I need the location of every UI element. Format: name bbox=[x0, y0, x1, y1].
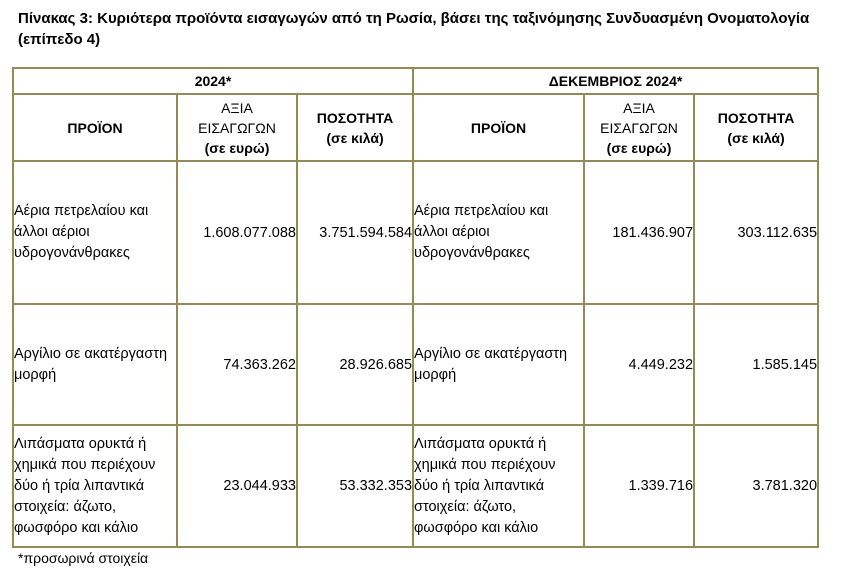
table-row bbox=[13, 304, 818, 425]
table-row bbox=[13, 425, 818, 547]
column-header-product-dec: ΠΡΟΪΟΝ bbox=[413, 94, 584, 161]
value-cell-dec: 4.449.232 bbox=[584, 304, 694, 425]
footnote: *προσωρινά στοιχεία bbox=[18, 550, 149, 566]
value-cell: 74.363.262 bbox=[177, 304, 297, 425]
group-header-december-2024: ΔΕΚΕΜΒΡΙΟΣ 2024* bbox=[413, 68, 818, 94]
quantity-cell: 28.926.685 bbox=[297, 304, 413, 425]
product-cell-dec: Αέρια πετρελαίου και άλλοι αέριοι υδρογονάνθρακες bbox=[413, 161, 584, 304]
quantity-cell-dec: 303.112.635 bbox=[694, 161, 818, 304]
value-cell-dec: 1.339.716 bbox=[584, 425, 694, 547]
quantity-cell-dec: 1.585.145 bbox=[694, 304, 818, 425]
value-cell: 23.044.933 bbox=[177, 425, 297, 547]
group-header-2024: 2024* bbox=[13, 68, 413, 94]
column-header-value-dec: ΑΞΙΑ ΕΙΣΑΓΩΓΩΝ (σε ευρώ) bbox=[584, 94, 694, 161]
value-cell-dec: 181.436.907 bbox=[584, 161, 694, 304]
product-cell: Αργίλιο σε ακατέργαστη μορφή bbox=[13, 304, 177, 425]
quantity-cell-dec: 3.781.320 bbox=[694, 425, 818, 547]
column-header-product: ΠΡΟΪΟΝ bbox=[13, 94, 177, 161]
quantity-cell: 53.332.353 bbox=[297, 425, 413, 547]
product-cell-dec: Αργίλιο σε ακατέργαστη μορφή bbox=[413, 304, 584, 425]
column-header-value: ΑΞΙΑ ΕΙΣΑΓΩΓΩΝ (σε ευρώ) bbox=[177, 94, 297, 161]
table-title: Πίνακας 3: Κυριότερα προϊόντα εισαγωγών από τη Ρωσία, βάσει της ταξινόμησης Συνδυασμένη Ονοματολογία (επίπεδο 4) bbox=[18, 10, 810, 48]
table-row bbox=[13, 161, 818, 304]
imports-table bbox=[12, 67, 819, 548]
product-cell: Λιπάσματα ορυκτά ή χημικά που περιέχουν δύο ή τρία λιπαντικά στοιχεία: άζωτο, φωσφόρο και κάλιο bbox=[13, 425, 177, 547]
value-cell: 1.608.077.088 bbox=[177, 161, 297, 304]
column-header-quantity: ΠΟΣΟΤΗΤΑ (σε κιλά) bbox=[297, 94, 413, 161]
quantity-cell: 3.751.594.584 bbox=[297, 161, 413, 304]
column-header-quantity-dec: ΠΟΣΟΤΗΤΑ (σε κιλά) bbox=[694, 94, 818, 161]
product-cell: Αέρια πετρελαίου και άλλοι αέριοι υδρογονάνθρακες bbox=[13, 161, 177, 304]
product-cell-dec: Λιπάσματα ορυκτά ή χημικά που περιέχουν δύο ή τρία λιπαντικά στοιχεία: άζωτο, φωσφόρο και κάλιο bbox=[413, 425, 584, 547]
